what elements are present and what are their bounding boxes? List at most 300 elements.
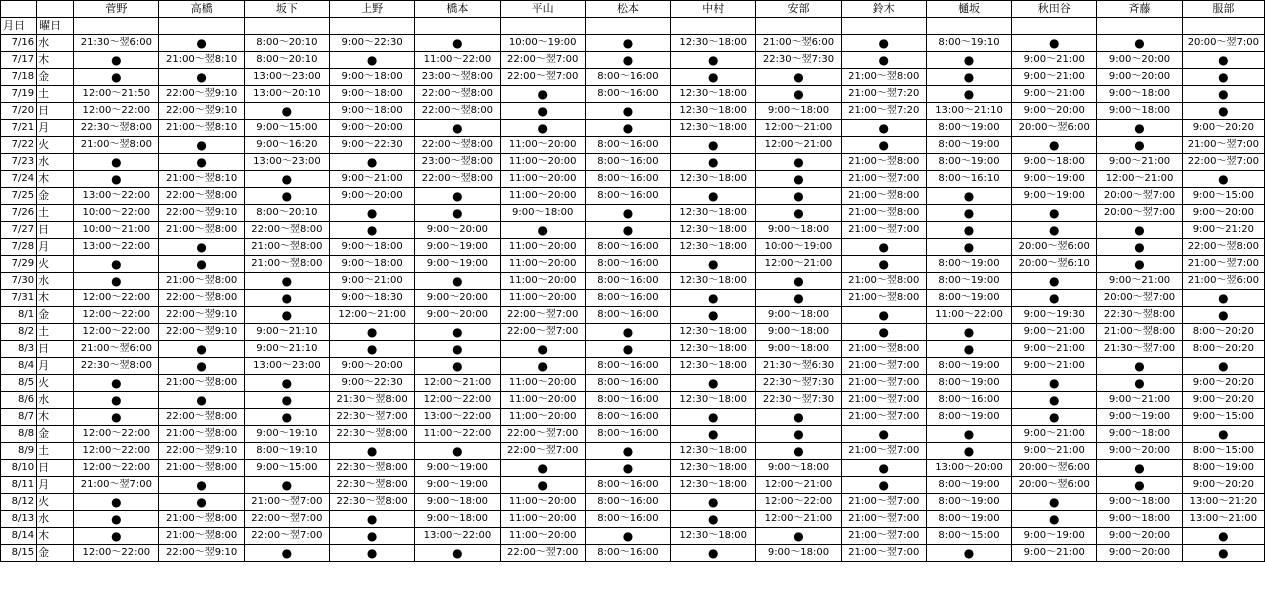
shift-time-cell: 21:00～翌7:00 (841, 511, 926, 528)
shift-time-cell: 22:00～翌9:10 (159, 443, 244, 460)
day-off-dot-cell: ● (159, 358, 244, 375)
table-row (1, 35, 1265, 52)
day-off-dot-cell: ● (1097, 35, 1182, 52)
day-off-dot-cell: ● (1182, 426, 1264, 443)
day-off-dot-cell: ● (926, 426, 1011, 443)
day-off-dot-cell: ● (671, 154, 756, 171)
day-off-dot-cell: ● (671, 290, 756, 307)
shift-time-cell: 8:00～19:00 (926, 154, 1011, 171)
weekday-cell: 日 (37, 222, 74, 239)
table-row (1, 239, 1265, 256)
shift-time-cell: 9:00～21:00 (1012, 341, 1097, 358)
shift-time-cell: 21:30～翌8:00 (330, 392, 415, 409)
day-off-dot-cell: ● (756, 69, 841, 86)
day-off-dot-cell: ● (1012, 35, 1097, 52)
shift-time-cell: 11:00～20:00 (500, 171, 585, 188)
shift-time-cell: 9:00～18:00 (1097, 494, 1182, 511)
date-column-header: 月日 (1, 18, 37, 35)
day-off-dot-cell: ● (1012, 494, 1097, 511)
shift-time-cell: 21:00～翌8:00 (841, 273, 926, 290)
table-row (1, 52, 1265, 69)
date-cell: 8/4 (1, 358, 37, 375)
shift-time-cell: 8:00～16:00 (585, 477, 670, 494)
day-off-dot-cell: ● (1097, 358, 1182, 375)
table-row (1, 69, 1265, 86)
shift-time-cell: 12:30～18:00 (671, 273, 756, 290)
table-row (1, 341, 1265, 358)
weekday-cell: 金 (37, 188, 74, 205)
day-off-dot-cell: ● (159, 137, 244, 154)
staff-name-header: 上野 (330, 1, 415, 18)
day-off-dot-cell: ● (415, 205, 500, 222)
date-cell: 7/26 (1, 205, 37, 222)
empty-header-cell (330, 18, 415, 35)
shift-time-cell: 12:00～21:00 (330, 307, 415, 324)
staff-name-header: 樋坂 (926, 1, 1011, 18)
day-off-dot-cell: ● (756, 443, 841, 460)
shift-time-cell: 9:00～19:00 (415, 239, 500, 256)
shift-time-cell: 12:00～21:00 (756, 120, 841, 137)
day-off-dot-cell: ● (1012, 273, 1097, 290)
shift-time-cell: 8:00～16:00 (585, 392, 670, 409)
shift-time-cell: 8:00～16:10 (926, 171, 1011, 188)
shift-time-cell: 9:00～18:00 (330, 69, 415, 86)
weekday-cell: 水 (37, 511, 74, 528)
shift-time-cell: 12:30～18:00 (671, 477, 756, 494)
shift-time-cell: 9:00～15:00 (1182, 188, 1264, 205)
shift-time-cell: 21:00～翌7:00 (841, 222, 926, 239)
day-off-dot-cell: ● (1182, 86, 1264, 103)
day-off-dot-cell: ● (585, 103, 670, 120)
date-cell: 8/12 (1, 494, 37, 511)
table-row (1, 222, 1265, 239)
day-off-dot-cell: ● (756, 409, 841, 426)
shift-time-cell: 9:00～20:00 (330, 188, 415, 205)
shift-time-cell: 8:00～20:20 (1182, 324, 1264, 341)
weekday-cell: 火 (37, 137, 74, 154)
day-off-dot-cell: ● (671, 511, 756, 528)
shift-time-cell: 22:00～翌8:00 (415, 171, 500, 188)
shift-time-cell: 22:00～翌7:00 (500, 324, 585, 341)
shift-time-cell: 21:00～翌7:00 (841, 358, 926, 375)
weekday-cell: 水 (37, 35, 74, 52)
day-off-dot-cell: ● (415, 341, 500, 358)
shift-time-cell: 9:00～19:00 (415, 460, 500, 477)
weekday-cell: 木 (37, 171, 74, 188)
shift-time-cell: 22:30～翌8:00 (330, 426, 415, 443)
shift-time-cell: 9:00～18:30 (330, 290, 415, 307)
day-off-dot-cell: ● (500, 477, 585, 494)
day-off-dot-cell: ● (671, 375, 756, 392)
day-off-dot-cell: ● (415, 120, 500, 137)
shift-time-cell: 13:00～21:10 (926, 103, 1011, 120)
shift-time-cell: 13:00～22:00 (74, 239, 159, 256)
day-off-dot-cell: ● (1097, 477, 1182, 494)
day-off-dot-cell: ● (841, 477, 926, 494)
shift-time-cell: 12:30～18:00 (671, 341, 756, 358)
shift-time-cell: 22:00～翌9:10 (159, 545, 244, 562)
shift-time-cell: 9:00～21:00 (1012, 324, 1097, 341)
shift-time-cell: 9:00～20:00 (1012, 103, 1097, 120)
shift-time-cell: 9:00～21:00 (1097, 273, 1182, 290)
day-off-dot-cell: ● (74, 154, 159, 171)
date-cell: 8/14 (1, 528, 37, 545)
shift-time-cell: 21:00～翌6:00 (1182, 273, 1264, 290)
day-off-dot-cell: ● (415, 35, 500, 52)
shift-time-cell: 9:00～22:30 (330, 375, 415, 392)
shift-time-cell: 9:00～18:00 (1097, 511, 1182, 528)
shift-time-cell: 8:00～16:00 (585, 375, 670, 392)
shift-time-cell: 22:00～翌9:10 (159, 103, 244, 120)
empty-header-cell (415, 18, 500, 35)
date-cell: 8/7 (1, 409, 37, 426)
shift-time-cell: 9:00～18:00 (330, 256, 415, 273)
shift-time-cell: 12:30～18:00 (671, 528, 756, 545)
table-row (1, 324, 1265, 341)
day-off-dot-cell: ● (1182, 52, 1264, 69)
shift-time-cell: 9:00～20:00 (1097, 528, 1182, 545)
shift-time-cell: 9:00～21:00 (1012, 443, 1097, 460)
day-off-dot-cell: ● (74, 273, 159, 290)
day-off-dot-cell: ● (500, 358, 585, 375)
shift-time-cell: 10:00～19:00 (500, 35, 585, 52)
shift-time-cell: 8:00～16:00 (585, 290, 670, 307)
date-cell: 7/19 (1, 86, 37, 103)
table-row (1, 460, 1265, 477)
shift-time-cell: 20:00～翌7:00 (1097, 290, 1182, 307)
weekday-cell: 水 (37, 273, 74, 290)
date-cell: 7/21 (1, 120, 37, 137)
day-off-dot-cell: ● (159, 392, 244, 409)
shift-time-cell: 9:00～18:00 (756, 222, 841, 239)
day-off-dot-cell: ● (756, 171, 841, 188)
shift-time-cell: 22:30～翌7:30 (756, 375, 841, 392)
shift-time-cell: 9:00～18:00 (756, 545, 841, 562)
shift-time-cell: 10:00～21:00 (74, 222, 159, 239)
day-off-dot-cell: ● (500, 86, 585, 103)
shift-time-cell: 22:00～翌9:10 (159, 307, 244, 324)
date-cell: 7/24 (1, 171, 37, 188)
shift-time-cell: 8:00～20:10 (244, 52, 329, 69)
shift-time-cell: 9:00～20:00 (1097, 443, 1182, 460)
shift-time-cell: 8:00～16:00 (585, 69, 670, 86)
shift-time-cell: 22:00～翌8:00 (415, 86, 500, 103)
shift-time-cell: 8:00～16:00 (585, 137, 670, 154)
shift-time-cell: 9:00～20:00 (415, 222, 500, 239)
day-off-dot-cell: ● (244, 290, 329, 307)
date-cell: 7/31 (1, 290, 37, 307)
shift-time-cell: 8:00～16:00 (585, 426, 670, 443)
shift-time-cell: 13:00～22:00 (74, 188, 159, 205)
day-off-dot-cell: ● (1097, 222, 1182, 239)
day-off-dot-cell: ● (756, 426, 841, 443)
shift-time-cell: 21:00～翌8:00 (841, 188, 926, 205)
shift-time-cell: 9:00～20:20 (1182, 120, 1264, 137)
shift-time-cell: 21:00～翌8:00 (74, 137, 159, 154)
shift-time-cell: 8:00～16:00 (585, 307, 670, 324)
day-off-dot-cell: ● (1182, 103, 1264, 120)
shift-time-cell: 20:00～翌7:00 (1097, 188, 1182, 205)
weekday-cell: 金 (37, 545, 74, 562)
shift-time-cell: 8:00～19:00 (926, 256, 1011, 273)
weekday-column-header: 曜日 (37, 18, 74, 35)
empty-header-cell (244, 18, 329, 35)
day-off-dot-cell: ● (671, 188, 756, 205)
shift-time-cell: 11:00～20:00 (500, 392, 585, 409)
day-off-dot-cell: ● (74, 256, 159, 273)
shift-time-cell: 22:00～翌7:00 (244, 511, 329, 528)
shift-time-cell: 22:00～翌8:00 (244, 222, 329, 239)
shift-time-cell: 22:00～翌9:10 (159, 86, 244, 103)
shift-time-cell: 21:00～翌8:00 (159, 375, 244, 392)
shift-time-cell: 12:00～22:00 (74, 290, 159, 307)
staff-name-header: 鈴木 (841, 1, 926, 18)
staff-name-header: 松本 (585, 1, 670, 18)
day-off-dot-cell: ● (330, 511, 415, 528)
weekday-cell: 月 (37, 120, 74, 137)
shift-time-cell: 21:30～翌6:30 (756, 358, 841, 375)
table-row (1, 528, 1265, 545)
day-off-dot-cell: ● (585, 460, 670, 477)
shift-time-cell: 22:30～翌8:00 (74, 358, 159, 375)
empty-header-cell (841, 18, 926, 35)
date-cell: 7/17 (1, 52, 37, 69)
shift-time-cell: 8:00～20:20 (1182, 341, 1264, 358)
shift-time-cell: 9:00～20:00 (415, 290, 500, 307)
shift-time-cell: 21:00～翌7:00 (841, 392, 926, 409)
shift-time-cell: 21:00～翌7:00 (1182, 256, 1264, 273)
shift-time-cell: 21:00～翌8:00 (159, 460, 244, 477)
day-off-dot-cell: ● (159, 256, 244, 273)
shift-time-cell: 9:00～18:00 (500, 205, 585, 222)
shift-time-cell: 9:00～18:00 (415, 511, 500, 528)
staff-name-header: 服部 (1182, 1, 1264, 18)
day-off-dot-cell: ● (330, 443, 415, 460)
weekday-cell: 土 (37, 443, 74, 460)
day-off-dot-cell: ● (74, 171, 159, 188)
shift-time-cell: 11:00～20:00 (500, 154, 585, 171)
date-cell: 7/20 (1, 103, 37, 120)
day-off-dot-cell: ● (1012, 511, 1097, 528)
day-off-dot-cell: ● (841, 35, 926, 52)
shift-time-cell: 9:00～16:20 (244, 137, 329, 154)
empty-header-cell (500, 18, 585, 35)
shift-time-cell: 8:00～19:00 (926, 511, 1011, 528)
shift-time-cell: 8:00～16:00 (585, 86, 670, 103)
shift-time-cell: 20:00～翌6:00 (1012, 120, 1097, 137)
day-off-dot-cell: ● (330, 324, 415, 341)
shift-time-cell: 12:30～18:00 (671, 443, 756, 460)
table-row (1, 494, 1265, 511)
shift-time-cell: 21:00～翌8:10 (159, 52, 244, 69)
shift-time-cell: 8:00～20:10 (244, 35, 329, 52)
weekday-cell: 日 (37, 460, 74, 477)
staff-name-header: 安部 (756, 1, 841, 18)
shift-time-cell: 11:00～20:00 (500, 494, 585, 511)
shift-time-cell: 11:00～20:00 (500, 511, 585, 528)
date-cell: 8/5 (1, 375, 37, 392)
shift-time-cell: 23:00～翌8:00 (415, 154, 500, 171)
shift-time-cell: 11:00～20:00 (500, 256, 585, 273)
shift-time-cell: 20:00～翌6:00 (1012, 477, 1097, 494)
shift-time-cell: 21:00～翌7:00 (841, 545, 926, 562)
shift-time-cell: 21:00～翌8:00 (159, 222, 244, 239)
shift-time-cell: 22:00～翌9:10 (159, 324, 244, 341)
shift-time-cell: 12:30～18:00 (671, 460, 756, 477)
day-off-dot-cell: ● (671, 494, 756, 511)
shift-time-cell: 9:00～20:00 (330, 120, 415, 137)
day-off-dot-cell: ● (585, 528, 670, 545)
day-off-dot-cell: ● (74, 375, 159, 392)
shift-time-cell: 8:00～20:10 (244, 205, 329, 222)
shift-time-cell: 11:00～20:00 (500, 188, 585, 205)
shift-time-cell: 12:30～18:00 (671, 103, 756, 120)
date-cell: 7/25 (1, 188, 37, 205)
shift-time-cell: 22:30～翌7:30 (756, 52, 841, 69)
shift-time-cell: 9:00～21:00 (1012, 358, 1097, 375)
day-off-dot-cell: ● (926, 545, 1011, 562)
shift-time-cell: 9:00～18:00 (1097, 103, 1182, 120)
shift-time-cell: 21:00～翌7:00 (841, 494, 926, 511)
day-off-dot-cell: ● (671, 426, 756, 443)
shift-time-cell: 8:00～19:10 (926, 35, 1011, 52)
day-off-dot-cell: ● (585, 443, 670, 460)
shift-time-cell: 9:00～21:00 (1012, 52, 1097, 69)
shift-time-cell: 21:00～翌8:00 (244, 239, 329, 256)
weekday-cell: 木 (37, 409, 74, 426)
day-off-dot-cell: ● (926, 188, 1011, 205)
shift-time-cell: 8:00～19:00 (926, 477, 1011, 494)
weekday-cell: 日 (37, 103, 74, 120)
shift-time-cell: 22:00～翌7:00 (1182, 154, 1264, 171)
weekday-cell: 火 (37, 375, 74, 392)
day-off-dot-cell: ● (1182, 528, 1264, 545)
shift-time-cell: 9:00～19:00 (1012, 171, 1097, 188)
shift-time-cell: 9:00～18:00 (756, 324, 841, 341)
shift-time-cell: 22:00～翌7:00 (244, 528, 329, 545)
day-off-dot-cell: ● (585, 205, 670, 222)
shift-time-cell: 9:00～20:00 (1097, 545, 1182, 562)
shift-time-cell: 8:00～16:00 (585, 188, 670, 205)
shift-time-cell: 20:00～翌6:00 (1012, 239, 1097, 256)
day-off-dot-cell: ● (330, 528, 415, 545)
shift-time-cell: 11:00～22:00 (926, 307, 1011, 324)
shift-time-cell: 9:00～21:00 (1012, 426, 1097, 443)
shift-time-cell: 13:00～22:00 (415, 528, 500, 545)
shift-time-cell: 21:30～翌6:00 (74, 35, 159, 52)
date-cell: 8/1 (1, 307, 37, 324)
day-off-dot-cell: ● (330, 222, 415, 239)
shift-time-cell: 12:30～18:00 (671, 205, 756, 222)
shift-time-cell: 13:00～21:00 (1182, 511, 1264, 528)
shift-time-cell: 12:30～18:00 (671, 392, 756, 409)
day-off-dot-cell: ● (841, 460, 926, 477)
day-off-dot-cell: ● (756, 528, 841, 545)
day-off-dot-cell: ● (756, 154, 841, 171)
shift-time-cell: 21:00～翌8:00 (1097, 324, 1182, 341)
shift-time-cell: 22:30～翌8:00 (330, 494, 415, 511)
shift-time-cell: 13:00～20:10 (244, 86, 329, 103)
shift-time-cell: 8:00～16:00 (585, 154, 670, 171)
shift-time-cell: 11:00～20:00 (500, 375, 585, 392)
shift-time-cell: 22:30～翌8:00 (330, 477, 415, 494)
day-off-dot-cell: ● (159, 341, 244, 358)
day-off-dot-cell: ● (415, 545, 500, 562)
day-off-dot-cell: ● (159, 477, 244, 494)
day-off-dot-cell: ● (159, 239, 244, 256)
shift-time-cell: 12:00～21:00 (756, 137, 841, 154)
day-off-dot-cell: ● (1182, 358, 1264, 375)
weekday-cell: 月 (37, 239, 74, 256)
table-row (1, 103, 1265, 120)
day-off-dot-cell: ● (841, 307, 926, 324)
shift-time-cell: 9:00～15:00 (244, 120, 329, 137)
day-off-dot-cell: ● (756, 188, 841, 205)
day-off-dot-cell: ● (244, 545, 329, 562)
day-off-dot-cell: ● (74, 511, 159, 528)
empty-header-cell (926, 18, 1011, 35)
table-row (1, 511, 1265, 528)
date-cell: 8/2 (1, 324, 37, 341)
shift-time-cell: 22:00～翌7:00 (500, 307, 585, 324)
day-off-dot-cell: ● (244, 188, 329, 205)
shift-time-cell: 9:00～21:00 (330, 273, 415, 290)
shift-time-cell: 9:00～21:00 (1097, 154, 1182, 171)
shift-time-cell: 11:00～20:00 (500, 409, 585, 426)
shift-time-cell: 21:00～翌8:00 (159, 426, 244, 443)
day-off-dot-cell: ● (74, 528, 159, 545)
shift-time-cell: 8:00～19:00 (1182, 460, 1264, 477)
day-off-dot-cell: ● (74, 409, 159, 426)
shift-time-cell: 21:00～翌8:10 (159, 120, 244, 137)
header-labels-row (1, 18, 1265, 35)
day-off-dot-cell: ● (1182, 69, 1264, 86)
shift-time-cell: 21:00～翌7:00 (1182, 137, 1264, 154)
day-off-dot-cell: ● (671, 409, 756, 426)
shift-time-cell: 12:00～21:00 (756, 511, 841, 528)
date-cell: 7/22 (1, 137, 37, 154)
shift-time-cell: 13:00～22:00 (415, 409, 500, 426)
staff-name-header: 橋本 (415, 1, 500, 18)
shift-time-cell: 20:00～翌7:00 (1097, 205, 1182, 222)
shift-time-cell: 12:30～18:00 (671, 324, 756, 341)
shift-time-cell: 12:30～18:00 (671, 171, 756, 188)
shift-time-cell: 22:30～翌7:30 (756, 392, 841, 409)
table-row (1, 205, 1265, 222)
day-off-dot-cell: ● (1182, 307, 1264, 324)
table-row (1, 137, 1265, 154)
shift-time-cell: 12:30～18:00 (671, 222, 756, 239)
shift-time-cell: 21:00～翌6:00 (756, 35, 841, 52)
day-off-dot-cell: ● (159, 69, 244, 86)
shift-time-cell: 11:00～20:00 (500, 137, 585, 154)
shift-time-cell: 13:00～20:00 (926, 460, 1011, 477)
shift-time-cell: 9:00～18:00 (756, 307, 841, 324)
shift-time-cell: 12:30～18:00 (671, 120, 756, 137)
staff-name-header: 高橋 (159, 1, 244, 18)
day-off-dot-cell: ● (671, 52, 756, 69)
shift-time-cell: 9:00～22:30 (330, 137, 415, 154)
shift-time-cell: 9:00～19:00 (415, 477, 500, 494)
shift-time-cell: 21:00～翌8:00 (841, 290, 926, 307)
shift-time-cell: 8:00～16:00 (585, 239, 670, 256)
shift-time-cell: 9:00～20:00 (1097, 52, 1182, 69)
weekday-cell: 水 (37, 154, 74, 171)
shift-time-cell: 12:00～22:00 (415, 392, 500, 409)
shift-time-cell: 9:00～18:00 (756, 103, 841, 120)
shift-time-cell: 9:00～20:20 (1182, 392, 1264, 409)
shift-time-cell: 22:00～翌7:00 (500, 52, 585, 69)
